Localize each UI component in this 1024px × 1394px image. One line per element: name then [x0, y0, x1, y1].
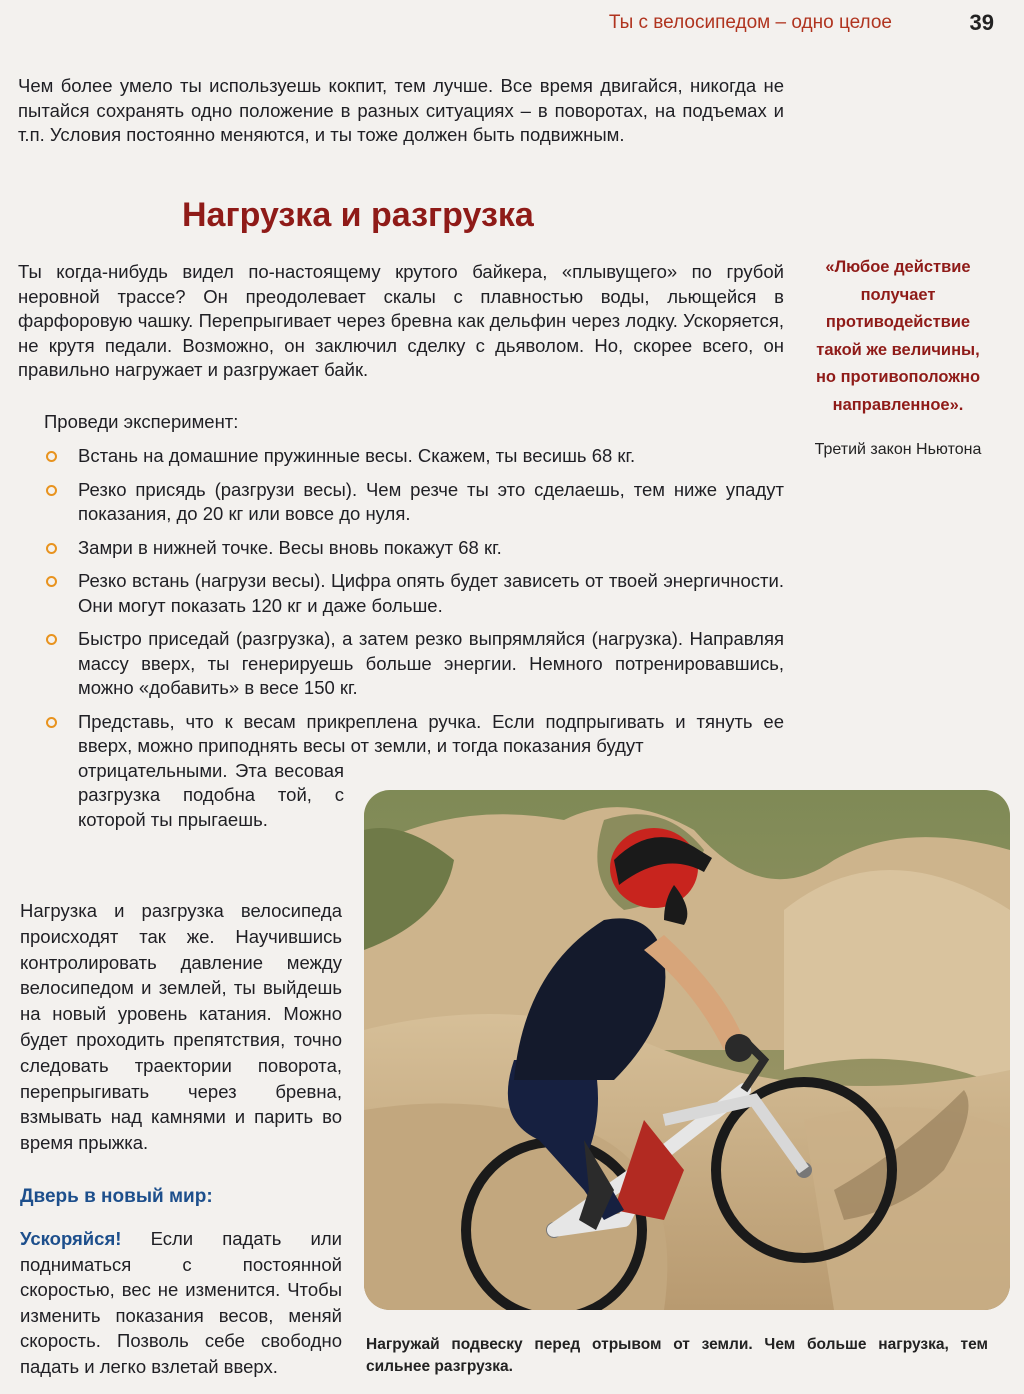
list-item-continuation: отрицательными. Эта весовая разгрузка подобна той, с которой ты прыгаешь.	[78, 759, 344, 830]
quote-text: «Любое действие получает противодействие такой же величины, но противоположно направленное».	[815, 258, 981, 414]
bike-photo	[364, 790, 1010, 1310]
list-item	[44, 478, 784, 527]
bullet-circle-icon	[46, 485, 57, 496]
running-header	[560, 0, 1024, 46]
list-item-text: Представь, что к весам прикреплена ручка. Если подпрыгивать и тянуть ее вверх, можно приподнять весы от земли, и тогда показания будут	[78, 710, 784, 756]
chapter-title: Ты с велосипедом – одно целое	[608, 12, 892, 33]
door-paragraph	[20, 1226, 342, 1379]
lead-paragraph: Ты когда-нибудь видел по-настоящему крутого байкера, «плывущего» по грубой неровной трассе? Он преодолевает скалы с плавностью воды, льющейся в фарфоровую чашку. Перепрыгивает через бревна как дельфин через лодку. Ускоряется, не крутя педали. Возможно, он заключил сделку с дьяволом. Но, скорее всего, он правильно нагружает и разгружает байк.	[18, 261, 784, 380]
quote-author: Третий закон Ньютона	[814, 441, 982, 458]
accent-word: Ускоряйся!	[20, 1228, 122, 1249]
list-item	[44, 627, 784, 701]
experiment-label: Проведи эксперимент:	[44, 411, 239, 432]
photo-caption: Нагружай подвеску перед отрывом от земли. Чем больше нагрузка, тем сильнее разгрузка.	[366, 1336, 988, 1375]
intro-paragraph: Чем более умело ты используешь кокпит, тем лучше. Все время двигайся, никогда не пытайся сохранять одно положение в разных ситуациях – в поворотах, на подъемах и т.п. Условия постоянно меняются, и ты тоже должен быть подвижным.	[18, 75, 784, 145]
bullet-circle-icon	[46, 576, 57, 587]
list-item	[44, 444, 784, 469]
list-item-text: Замри в нижней точке. Весы вновь покажут 68 кг.	[78, 536, 502, 558]
list-item-text: Резко встань (нагрузи весы). Цифра опять будет зависеть от твоей энергичности. Они могут показать 120 кг и даже больше.	[78, 570, 784, 616]
left-column-paragraph: Нагрузка и разгрузка велосипеда происходят так же. Научившись контролировать давление между велосипедом и землей, ты выйдешь на новый уровень катания. Можно будет проходить препятствия, точно следовать траектории поворота, перепрыгивать через бревна, взмывать над камнями и парить во время прыжка.	[20, 900, 342, 1154]
side-quote	[804, 254, 992, 460]
door-subheading: Дверь в новый мир:	[20, 1186, 213, 1207]
bullet-circle-icon	[46, 451, 57, 462]
rider-photo-illustration	[364, 790, 1010, 1310]
list-item	[44, 569, 784, 618]
bullet-circle-icon	[46, 634, 57, 645]
page-number: 39	[969, 10, 994, 35]
bullet-circle-icon	[46, 717, 57, 728]
bullet-circle-icon	[46, 543, 57, 554]
door-paragraph-text: Если падать или подниматься с постоянной скоростью, вес не изменится. Чтобы изменить показания весов, меняй скорость. Позволь себе свободно падать и легко взлетай вверх.	[20, 1228, 342, 1377]
section-heading: Нагрузка и разгрузка	[182, 196, 534, 234]
list-item-text: Встань на домашние пружинные весы. Скажем, ты весишь 68 кг.	[78, 445, 636, 466]
list-item	[44, 536, 784, 561]
list-item-text: Резко присядь (разгрузи весы). Чем резче ты это сделаешь, тем ниже упадут показания, до 20 кг или вовсе до нуля.	[78, 478, 784, 524]
experiment-list	[44, 444, 784, 841]
list-item-text: Быстро приседай (разгрузка), а затем резко выпрямляйся (нагрузка). Направляя массу вверх, ты генерируешь больше энергии. Немного потренировавшись, можно «добавить» в весе 150 кг.	[78, 628, 784, 698]
